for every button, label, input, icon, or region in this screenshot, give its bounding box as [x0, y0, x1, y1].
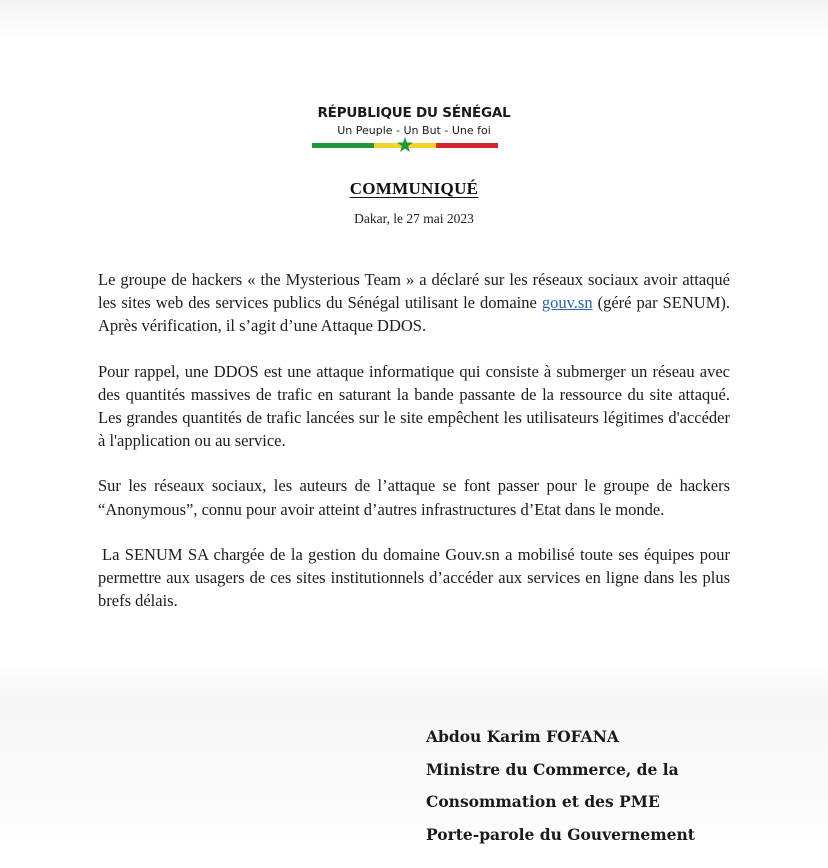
- flag-bar: [312, 139, 498, 151]
- signatory-name: Abdou Karim FOFANA: [426, 727, 619, 746]
- republic-name: RÉPUBLIQUE DU SÉNÉGAL: [317, 105, 511, 121]
- flag-stripe-red: [436, 143, 498, 148]
- star-icon: [397, 137, 413, 152]
- paragraph-1: [98, 268, 730, 338]
- signature-block: [426, 726, 806, 856]
- flag-stripe-green: [312, 143, 374, 148]
- dateline: Dakar, le 27 mai 2023: [354, 211, 474, 226]
- paragraph-4: La SENUM SA chargée de la gestion du domaine Gouv.sn a mobilisé toute ses équipes pour permettre aux usagers de ces sites institutionnels d’accéder aux services en ligne dans les plus brefs délais.: [98, 544, 730, 611]
- signatory-title-1: Ministre du Commerce, de la: [426, 759, 679, 779]
- letterhead: [0, 104, 828, 139]
- paragraph-3: Sur les réseaux sociaux, les auteurs de l’attaque se font passer pour le groupe de hackers “Anonymous”, connu pour avoir atteint d’autres infrastructures d’Etat dans le monde.: [98, 476, 730, 519]
- paragraph-1-text-start: Le groupe de hackers « the Mysterious Team » a déclaré sur les réseaux sociaux avoir attaqué les sites web des services publics du Sénégal utilisant le domaine: [98, 270, 730, 313]
- signatory-title-3: Porte-parole du Gouvernement: [426, 824, 695, 844]
- paragraph-2: Pour rappel, une DDOS est une attaque informatique qui consiste à submerger un réseau avec des quantités massives de trafic en saturant la bande passante de la ressource du site attaqué. Les grandes quantités de trafic lancées sur le site empêchent les utilisateurs légitimes d'accéder à l'application ou au service.: [98, 361, 730, 451]
- national-motto: Un Peuple - Un But - Une foi: [337, 124, 491, 137]
- signatory-title-2: Consommation et des PME: [426, 792, 660, 811]
- communique-body: [98, 268, 730, 634]
- page-title: COMMUNIQUÉ: [349, 179, 479, 198]
- paragraph-1-text-end: (géré par SENUM). Après vérification, il s’agit d’une Attaque DDOS.: [98, 293, 730, 336]
- gouv-sn-link[interactable]: gouv.sn: [541, 293, 593, 313]
